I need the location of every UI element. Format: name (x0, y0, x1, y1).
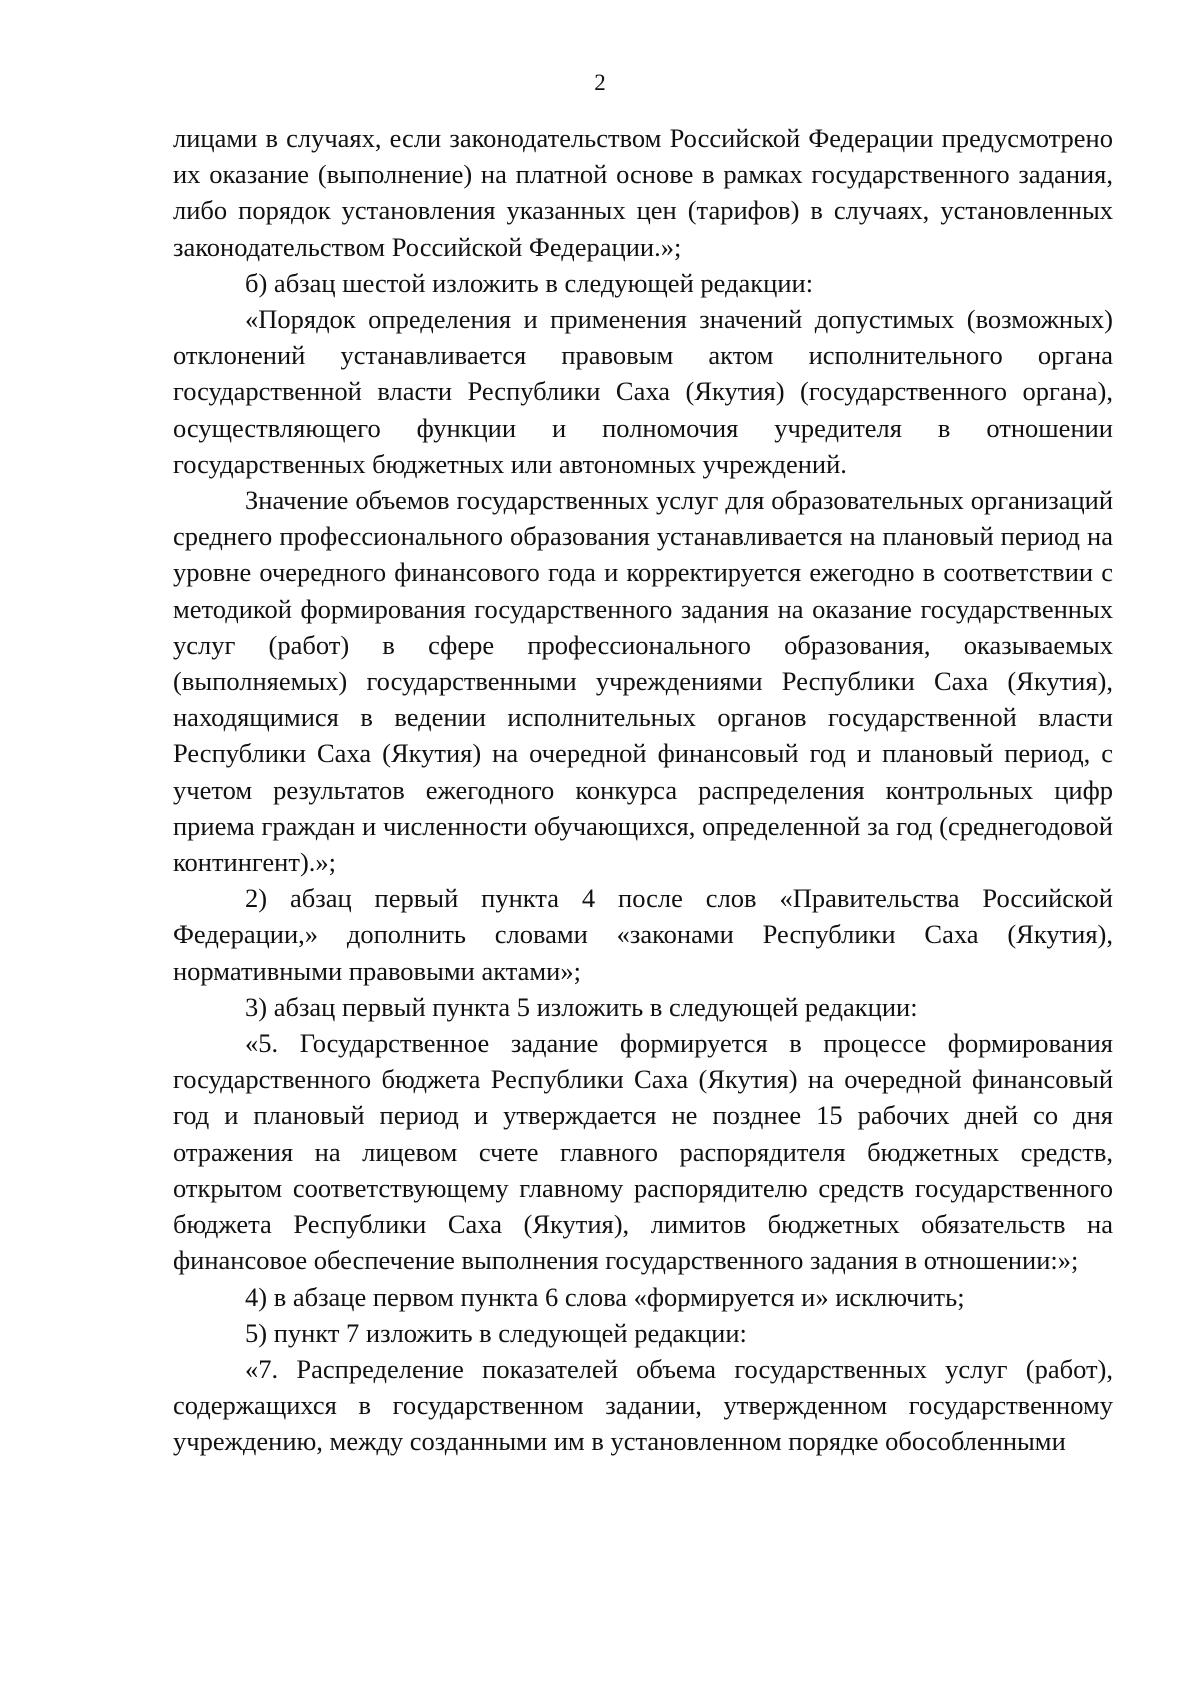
paragraph-volume-values: Значение объемов государственных услуг для образовательных организаций среднего профессионального образования устанавливается на плановый период на уровне очередного финансового года и корректируется ежегодно в соответствии с методикой формирования государственного задания на оказание государственных услуг (работ) в сфере профессионального образования, оказываемых (выполняемых) государственными учреждениями Республики Саха (Якутия), находящимися в ведении исполнительных органов государственной власти Республики Саха (Якутия) на очередной финансовый год и плановый период, с учетом результатов ежегодного конкурса распределения контрольных цифр приема граждан и численности обучающихся, определенной за год (среднегодовой контингент).»; (173, 485, 1113, 878)
document-body (173, 120, 1113, 1460)
paragraph-quoted-clause-7: «7. Распределение показателей объема государственных услуг (работ), содержащихся в государственном задании, утвержденном государственному учреждению, между созданными им в установленном порядке обособленными (173, 1353, 1113, 1457)
paragraph-quoted-order: «Порядок определения и применения значений допустимых (возможных) отклонений устанавливается правовым актом исполнительного органа государственной власти Республики Саха (Якутия) (государственного органа), осуществляющего функции и полномочия учредителя в отношении государственных бюджетных или автономных учреждений. (173, 304, 1113, 479)
paragraph-subitem-b: б) абзац шестой изложить в следующей редакции: (245, 267, 814, 298)
paragraph-item-3: 3) абзац первый пункта 5 изложить в следующей редакции: (245, 991, 918, 1022)
paragraph-continuation: лицами в случаях, если законодательством Российской Федерации предусмотрено их оказание (выполнение) на платной основе в рамках государственного задания, либо порядок установления указанных цен (тарифов) в случаях, установленных законодательством Российской Федерации.»; (173, 123, 1113, 262)
paragraph-quoted-clause-5: «5. Государственное задание формируется в процессе формирования государственного бюджета Республики Саха (Якутия) на очередной финансовый год и плановый период и утверждается не позднее 15 рабочих дней со дня отражения на лицевом счете главного распорядителя бюджетных средств, открытом соответствующему главному распорядителю средств государственного бюджета Республики Саха (Якутия), лимитов бюджетных обязательств на финансовое обеспечение выполнения государственного задания в отношении:»; (173, 1028, 1113, 1276)
page-number: 2 (594, 70, 606, 95)
paragraph-item-2: 2) абзац первый пункта 4 после слов «Правительства Российской Федерации,» дополнить словами «законами Республики Саха (Якутия), нормативными правовыми актами»; (173, 883, 1113, 986)
paragraph-item-5: 5) пункт 7 изложить в следующей редакции: (245, 1317, 747, 1348)
paragraph-item-4: 4) в абзаце первом пункта 6 слова «формируется и» исключить; (245, 1281, 965, 1312)
